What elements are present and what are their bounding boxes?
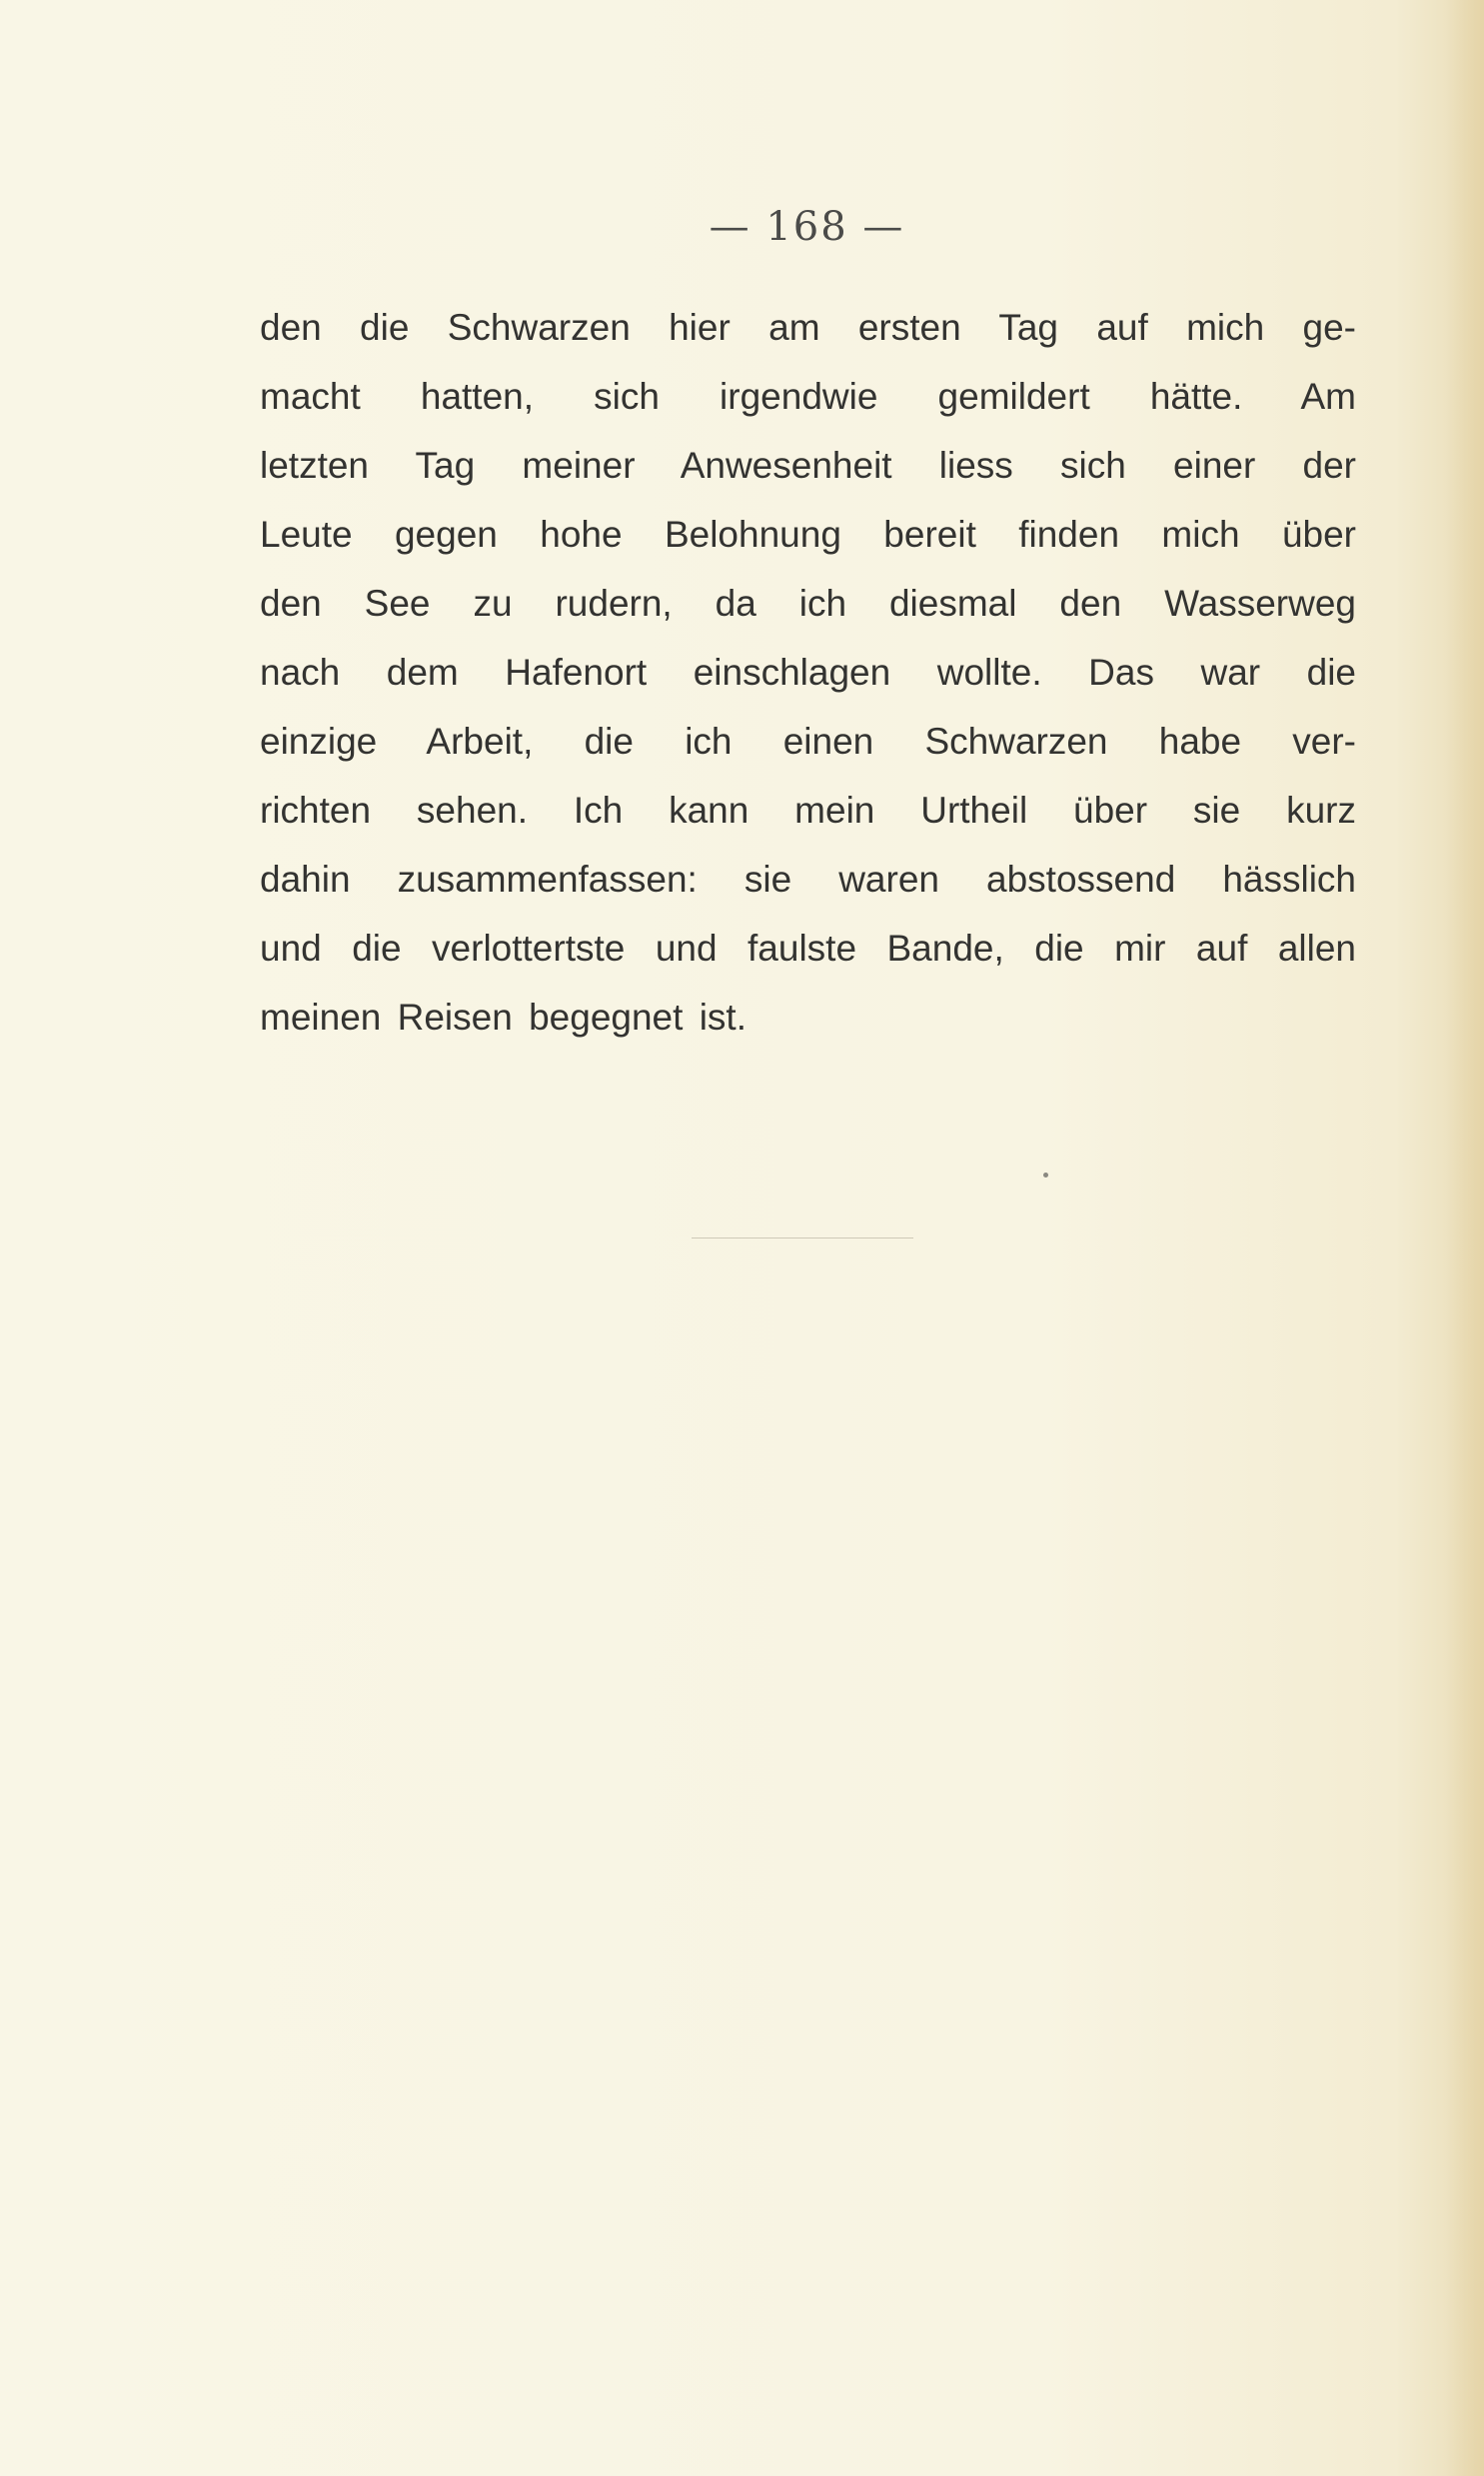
text-line: den See zu rudern, da ich diesmal den Wasserweg xyxy=(260,583,1356,624)
text-line: Leute gegen hohe Belohnung bereit finden mich über xyxy=(260,514,1356,555)
text-line: den die Schwarzen hier am ersten Tag auf mich ge- xyxy=(260,307,1356,348)
text-line: dahin zusammenfassen: sie waren abstossend hässlich xyxy=(260,859,1356,900)
body-text xyxy=(260,293,1356,1052)
ink-speck xyxy=(1043,1173,1048,1178)
text-line: macht hatten, sich irgendwie gemildert hätte. Am xyxy=(260,376,1356,417)
text-line: nach dem Hafenort einschlagen wollte. Das war die xyxy=(260,652,1356,693)
text-line-last: meinen Reisen begegnet ist. xyxy=(260,997,746,1038)
page-number: — 168 — xyxy=(709,204,905,250)
text-line: richten sehen. Ich kann mein Urtheil über sie kurz xyxy=(260,790,1356,831)
page-edge-shading xyxy=(1446,0,1484,2476)
text-line: und die verlottertste und faulste Bande, die mir auf allen xyxy=(260,928,1356,969)
text-line: letzten Tag meiner Anwesenheit liess sich einer der xyxy=(260,445,1356,486)
text-line: einzige Arbeit, die ich einen Schwarzen habe ver- xyxy=(260,721,1356,762)
